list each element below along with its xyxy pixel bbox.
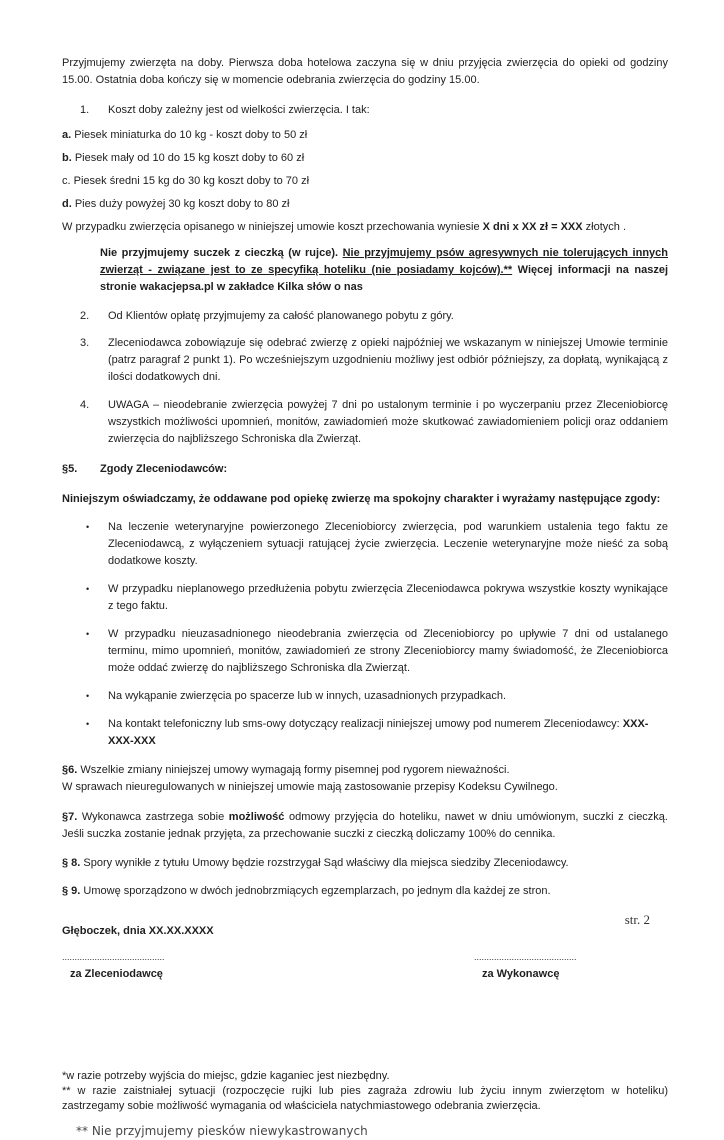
section-8-text: Spory wynikłe z tytułu Umowy będzie rozstrzygał Sąd właściwy dla miejsca siedziby Zleceniodawcy. <box>80 857 569 869</box>
list-item-1 <box>62 102 668 119</box>
price-line-a <box>62 127 668 144</box>
bullet-icon: • <box>86 629 90 639</box>
price-letter-a: a. <box>62 129 72 141</box>
place-and-date: Głęboczek, dnia XX.XX.XXXX <box>62 925 214 937</box>
consent-item-5-text <box>108 716 668 750</box>
price-text-b: Piesek mały od 10 do 15 kg koszt doby to 60 zł <box>71 152 305 164</box>
consent-item-1-text: Na leczenie weterynaryjne powierzonego Zleceniobiorcy zwierzęcia, pod warunkiem ustalenia tego faktu ze Zleceniodawcą, z wyłączeniem sytuacji ratującej życie zwierzęcia. Leczenie weterynaryjne może nieść za sobą dodatkowe koszty. <box>108 521 668 567</box>
price-text-a: Piesek miniaturka do 10 kg - koszt doby to 50 zł <box>71 129 308 141</box>
consent-item-5-phone: XXX-XXX-XXX <box>108 718 649 747</box>
consent-item-4 <box>62 688 668 705</box>
bullet-icon: • <box>86 719 90 729</box>
notice-part-2-underlined: Nie przyjmujemy psów agresywnych nie tolerujących innych zwierząt - związane jest to ze specyfiką hoteliku (nie posiadamy kojców).** <box>100 247 668 276</box>
signature-row <box>62 952 668 983</box>
intro-paragraph: Przyjmujemy zwierzęta na doby. Pierwsza doba hotelowa zaczyna się w dniu przyjęcia zwierzęcia do opieki od godziny 15.00. Ostatnia doba kończy się w momencie odebrania zwierzęcia do godziny 15.00. <box>62 57 668 86</box>
price-letter-b: b. <box>62 152 72 164</box>
section-6-number: §6. <box>62 764 78 776</box>
list-item-3-text: Zleceniodawca zobowiązuje się odebrać zwierzę z opieki najpóźniej we wskazanym w niniejszej Umowie terminie (patrz paragraf 2 punkt 1). Po wcześniejszym uzgodnieniu możliwy jest odbiór późniejszy, za dopłatą, wynikającą z ilości dodatkowych dni. <box>108 337 668 383</box>
signature-line-client: ......................................... <box>62 952 165 962</box>
section-6-text: Wszelkie zmiany niniejszej umowy wymagają formy pisemnej pod rygorem nieważności. <box>77 764 510 776</box>
consent-item-5-pre: Na kontakt telefoniczny lub sms-owy dotyczący realizacji niniejszej umowy pod numerem Zleceniodawcy: <box>108 718 623 730</box>
list-item-4-number: 4. <box>80 399 90 411</box>
section-9-number: § 9. <box>62 885 81 897</box>
notice-part-3: Więcej informacji na naszej stronie wakacjepsa.pl w zakładce Kilka słów o nas <box>100 264 668 293</box>
list-item-3-number: 3. <box>80 337 90 349</box>
signature-block-contractor <box>474 952 586 983</box>
acceptance-notice <box>100 245 668 296</box>
footnote-1: *w razie potrzeby wyjścia do miejsc, gdzie kaganiec jest niezbędny. <box>62 1070 390 1082</box>
storage-cost-formula: X dni x XX zł = XXX <box>482 221 583 233</box>
list-item-1-number: 1. <box>80 104 90 116</box>
signature-label-contractor: za Wykonawcę <box>482 968 560 980</box>
price-line-b <box>62 150 668 167</box>
signature-block-client <box>62 952 174 983</box>
consent-item-3 <box>62 626 668 677</box>
bullet-icon: • <box>86 522 90 532</box>
section-8-number: § 8. <box>62 857 81 869</box>
consent-item-4-text: Na wykąpanie zwierzęcia po spacerze lub w innych, uzasadnionych przypadkach. <box>108 690 507 702</box>
footnote-2: ** w razie zaistniałej sytuacji (rozpoczęcie rujki lub pies zagraża zdrowiu lub życiu innym zwierzętom w hoteliku) zastrzegamy sobie możliwość wymagania od właściciela natychmiastowego odebrania zwierzęcia. <box>62 1085 668 1112</box>
section-5-title: Zgody Zleceniodawców: <box>100 463 228 475</box>
signature-label-client: za Zleceniodawcę <box>70 968 163 980</box>
bullet-icon: • <box>86 584 90 594</box>
owner-declaration: Niniejszym oświadczamy, że oddawane pod opiekę zwierzę ma spokojny charakter i wyrażamy następujące zgody: <box>62 493 661 505</box>
section-7-post: odmowy przyjęcia do hoteliku, nawet w dniu umówionym, suczki z cieczką. Jeśli suczka zostanie jednak przyjęta, za przechowanie suczki z cieczką doliczamy 100% do cennika. <box>62 811 668 840</box>
storage-cost-paragraph <box>62 219 668 236</box>
price-text-c: Piesek średni 15 kg do 30 kg koszt doby to 70 zł <box>70 175 310 187</box>
price-line-c <box>62 173 668 190</box>
price-letter-c: c. <box>62 175 71 187</box>
list-item-2 <box>62 308 668 325</box>
consent-item-2 <box>62 581 668 615</box>
consent-item-2-text: W przypadku nieplanowego przedłużenia pobytu zwierzęcia Zleceniodawca pokrywa wszystkie koszty wynikające z tego faktu. <box>108 583 668 612</box>
footnote-3: ** Nie przyjmujemy piesków niewykastrowanych <box>76 1124 368 1138</box>
section-6-line-2: W sprawach nieuregulowanych w niniejszej umowie mają zastosowanie przepisy Kodeksu Cywilnego. <box>62 781 558 793</box>
section-7-pre: Wykonawca zastrzega sobie <box>77 811 229 823</box>
section-6-paragraph <box>62 762 668 796</box>
section-5-number: §5. <box>62 463 78 475</box>
list-item-2-number: 2. <box>80 310 90 322</box>
price-line-d <box>62 196 668 213</box>
storage-cost-post: złotych . <box>582 221 626 233</box>
section-5-heading <box>62 461 668 478</box>
list-item-2-text: Od Klientów opłatę przyjmujemy za całość planowanego pobytu z góry. <box>108 310 454 322</box>
section-7-number: §7. <box>62 811 78 823</box>
page-number: str. 2 <box>624 912 650 927</box>
list-item-4-text: UWAGA – nieodebranie zwierzęcia powyżej 7 dni po ustalonym terminie i po wyczerpaniu przez Zleceniobiorcę wszystkich możliwości upomnień, monitów, zawiadomień może skutkować zawiadomieniem policji oraz oddaniem zwierzęcia do najbliższego Schroniska dla Zwierząt. <box>108 399 668 445</box>
section-9-text: Umowę sporządzono w dwóch jednobrzmiących egzemplarzach, po jednym dla każdej ze stron. <box>80 885 551 897</box>
signature-line-contractor: ......................................... <box>474 952 577 962</box>
list-item-4 <box>62 397 668 448</box>
consent-item-3-text: W przypadku nieuzasadnionego nieodebrania zwierzęcia od Zleceniobiorcy po upływie 7 dni od ustalanego terminu, mimo upomnień, monitów, zawiadomień ze strony Zleceniobiorcy mamy świadomość, że Zleceniobiorca może oddać zwierzę do najbliższego Schroniska dla Zwierząt. <box>108 628 668 674</box>
section-9-paragraph <box>62 883 668 900</box>
consent-item-5 <box>62 716 668 750</box>
section-6-line-1 <box>62 762 668 779</box>
consent-item-1 <box>62 519 668 570</box>
bullet-icon: • <box>86 691 90 701</box>
section-8-paragraph <box>62 855 668 872</box>
price-letter-d: d. <box>62 198 72 210</box>
footnotes <box>62 1069 668 1140</box>
list-item-3 <box>62 335 668 386</box>
section-7-emphasis: możliwość <box>228 811 285 823</box>
list-item-1-text: Koszt doby zależny jest od wielkości zwierzęcia. I tak: <box>108 104 370 116</box>
storage-cost-pre: W przypadku zwierzęcia opisanego w niniejszej umowie koszt przechowania wyniesie <box>62 221 483 233</box>
notice-part-1: Nie przyjmujemy suczek z cieczką (w rujce). <box>100 247 343 259</box>
price-text-d: Pies duży powyżej 30 kg koszt doby to 80 zł <box>71 198 290 210</box>
section-7-paragraph <box>62 809 668 843</box>
